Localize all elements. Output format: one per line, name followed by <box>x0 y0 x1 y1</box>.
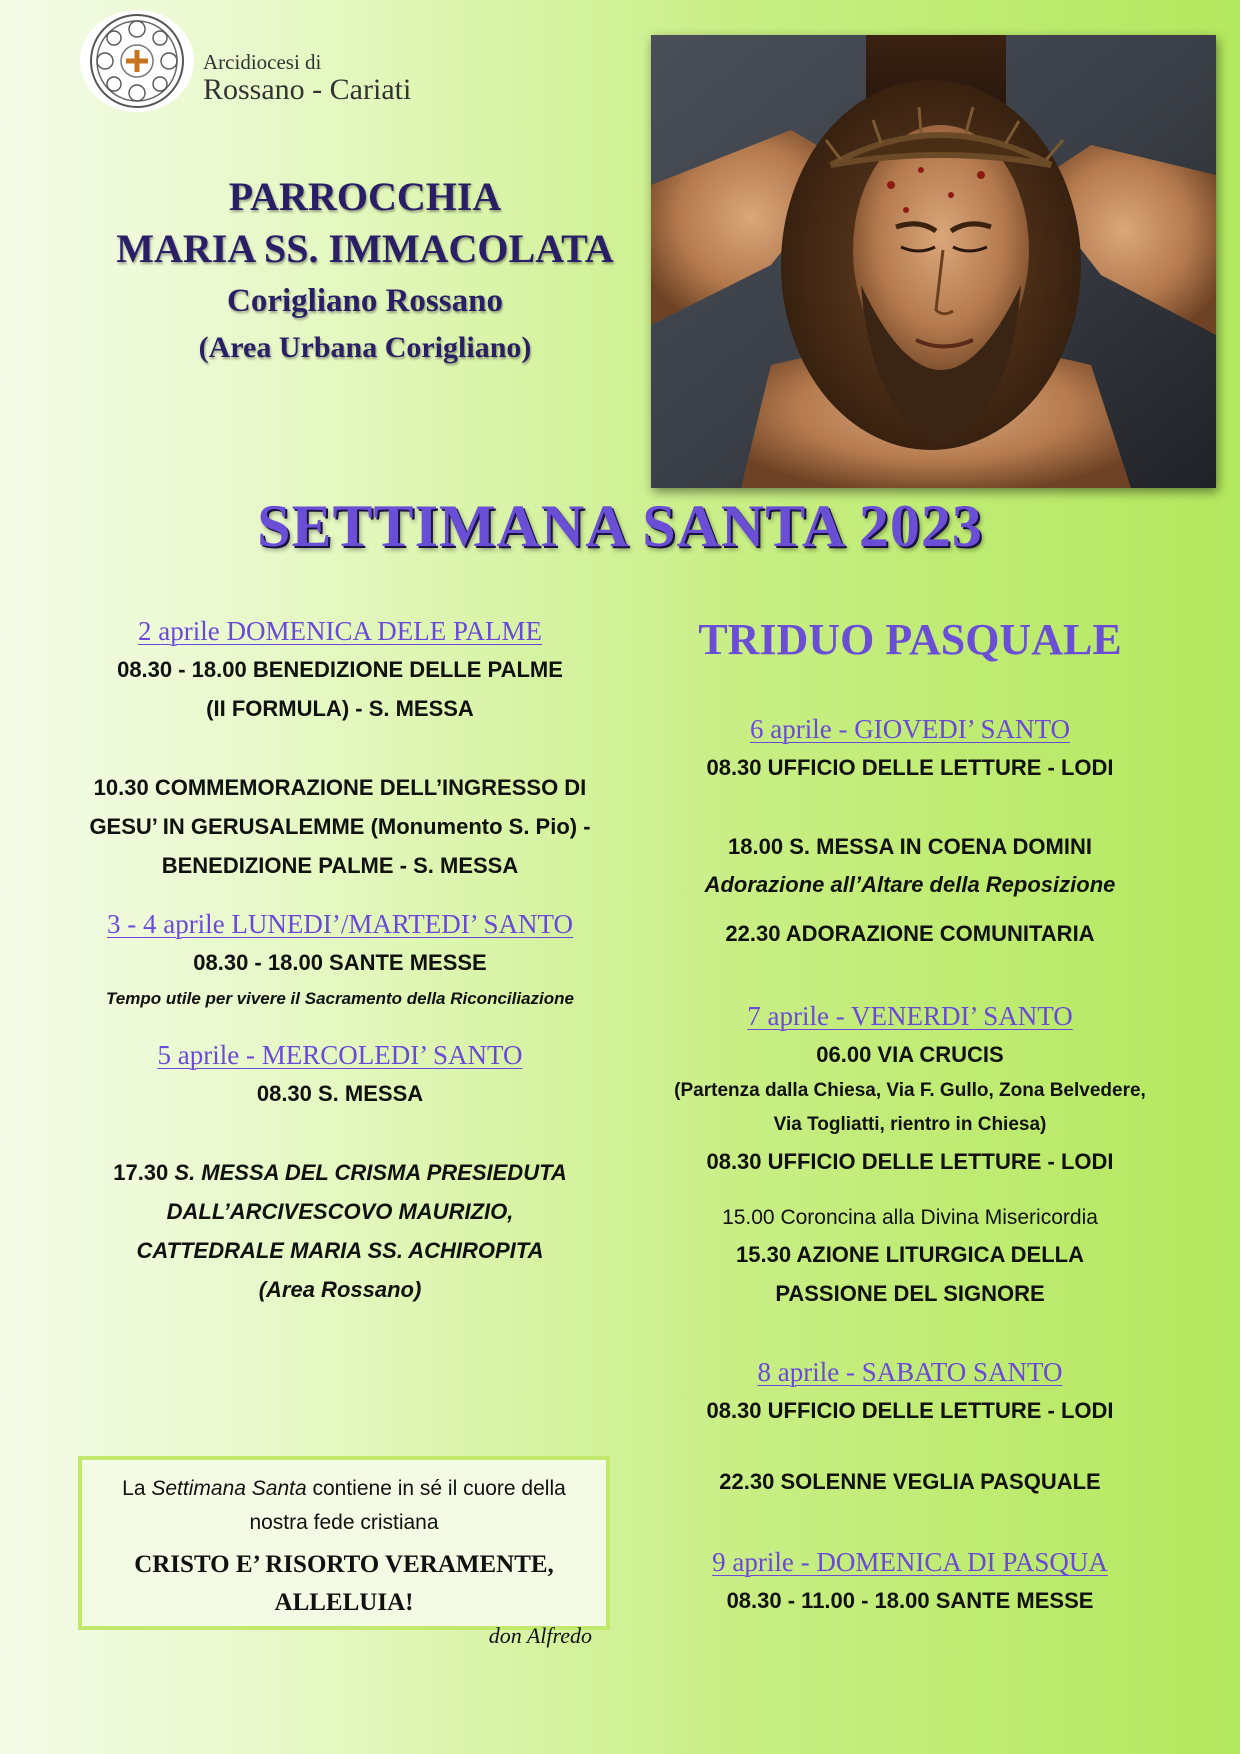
cross-medallion-icon <box>77 8 197 115</box>
crucifix-image-icon <box>651 35 1216 488</box>
main-title: SETTIMANA SANTA 2023 <box>257 493 983 559</box>
wednesday-chrism-mass: S. MESSA DEL CRISMA PRESIEDUTA <box>174 1160 567 1185</box>
right-column <box>640 612 1180 1620</box>
parish-block <box>60 172 670 370</box>
thursday-line-4: 22.30 ADORAZIONE COMUNITARIA <box>725 921 1095 946</box>
quote-box <box>78 1456 610 1648</box>
saturday-line-2: 22.30 SOLENNE VEGLIA PASQUALE <box>719 1469 1101 1494</box>
saturday-line-1: 08.30 UFFICIO DELLE LETTURE - LODI <box>706 1398 1114 1423</box>
thursday-line-3: Adorazione all’Altare della Reposizione <box>704 872 1116 897</box>
quote-pre: La <box>122 1477 152 1500</box>
quote-emphasis: Settimana Santa <box>151 1477 307 1500</box>
quote-signature: don Alfredo <box>488 1623 592 1648</box>
wednesday-line-2 <box>40 1153 640 1192</box>
wednesday-line-5: (Area Rossano) <box>258 1277 422 1302</box>
wednesday-line-4: CATTEDRALE MARIA SS. ACHIROPITA <box>136 1238 544 1263</box>
friday-line-1: 06.00 VIA CRUCIS <box>816 1042 1004 1067</box>
thursday-line-1: 08.30 UFFICIO DELLE LETTURE - LODI <box>706 755 1114 780</box>
friday-line-2: (Partenza dalla Chiesa, Via F. Gullo, Zona Belvedere, <box>674 1080 1146 1101</box>
monday-tuesday-line-1: 08.30 - 18.00 SANTE MESSE <box>193 950 487 975</box>
diocese-line-1: Arcidiocesi di <box>203 50 322 74</box>
wednesday-time: 17.30 <box>113 1160 175 1185</box>
easter-heading: 9 aprile - DOMENICA DI PASQUA <box>712 1547 1108 1577</box>
wednesday-heading: 5 aprile - MERCOLEDI’ SANTO <box>157 1040 523 1070</box>
parish-line-3: Corigliano Rossano <box>227 283 503 319</box>
diocese-name <box>203 52 411 105</box>
palm-sunday-line-4: GESU’ IN GERUSALEMME (Monumento S. Pio) - <box>89 814 591 839</box>
friday-line-7: PASSIONE DEL SIGNORE <box>775 1281 1045 1306</box>
quote-big-line-1: CRISTO E’ RISORTO VERAMENTE, <box>134 1551 554 1578</box>
monday-tuesday-heading: 3 - 4 aprile LUNEDI’/MARTEDI’ SANTO <box>106 909 574 939</box>
friday-line-4: 08.30 UFFICIO DELLE LETTURE - LODI <box>706 1149 1114 1174</box>
palm-sunday-line-2: (II FORMULA) - S. MESSA <box>206 696 474 721</box>
thursday-line-2: 18.00 S. MESSA IN COENA DOMINI <box>728 834 1092 859</box>
quote-line-2: nostra fede cristiana <box>249 1511 439 1534</box>
triduo-heading: TRIDUO PASQUALE <box>698 615 1122 664</box>
palm-sunday-line-3: 10.30 COMMEMORAZIONE DELL’INGRESSO DI <box>93 775 587 800</box>
friday-line-6: 15.30 AZIONE LITURGICA DELLA <box>736 1242 1084 1267</box>
quote-post: contiene in sé il cuore della <box>306 1477 566 1500</box>
quote-big-line-2: ALLELUIA! <box>274 1589 414 1616</box>
friday-line-5: 15.00 Coroncina alla Divina Misericordia <box>722 1206 1098 1229</box>
diocese-logo <box>77 8 197 115</box>
palm-sunday-heading: 2 aprile DOMENICA DELE PALME <box>138 616 542 646</box>
friday-heading: 7 aprile - VENERDI’ SANTO <box>747 1001 1073 1031</box>
monday-tuesday-note: Tempo utile per vivere il Sacramento della Riconciliazione <box>106 989 574 1008</box>
palm-sunday-line-1: 08.30 - 18.00 BENEDIZIONE DELLE PALME <box>117 657 563 682</box>
left-column <box>40 612 640 1309</box>
friday-line-3: Via Togliatti, rientro in Chiesa) <box>773 1114 1047 1135</box>
easter-line-1: 08.30 - 11.00 - 18.00 SANTE MESSE <box>726 1588 1094 1613</box>
parish-line-4: (Area Urbana Corigliano) <box>198 331 532 364</box>
diocese-line-2: Rossano - Cariati <box>203 73 412 106</box>
thursday-heading: 6 aprile - GIOVEDI’ SANTO <box>750 714 1070 744</box>
wednesday-line-1: 08.30 S. MESSA <box>256 1081 424 1106</box>
palm-sunday-line-5: BENEDIZIONE PALME - S. MESSA <box>161 853 519 878</box>
saturday-heading: 8 aprile - SABATO SANTO <box>757 1357 1063 1387</box>
crucifix-photo <box>651 35 1216 488</box>
wednesday-line-3: DALL’ARCIVESCOVO MAURIZIO, <box>166 1199 514 1224</box>
parish-line-1: PARROCCHIA <box>228 174 502 219</box>
quote-line-1 <box>82 1472 606 1506</box>
parish-line-2: MARIA SS. IMMACOLATA <box>116 226 614 271</box>
